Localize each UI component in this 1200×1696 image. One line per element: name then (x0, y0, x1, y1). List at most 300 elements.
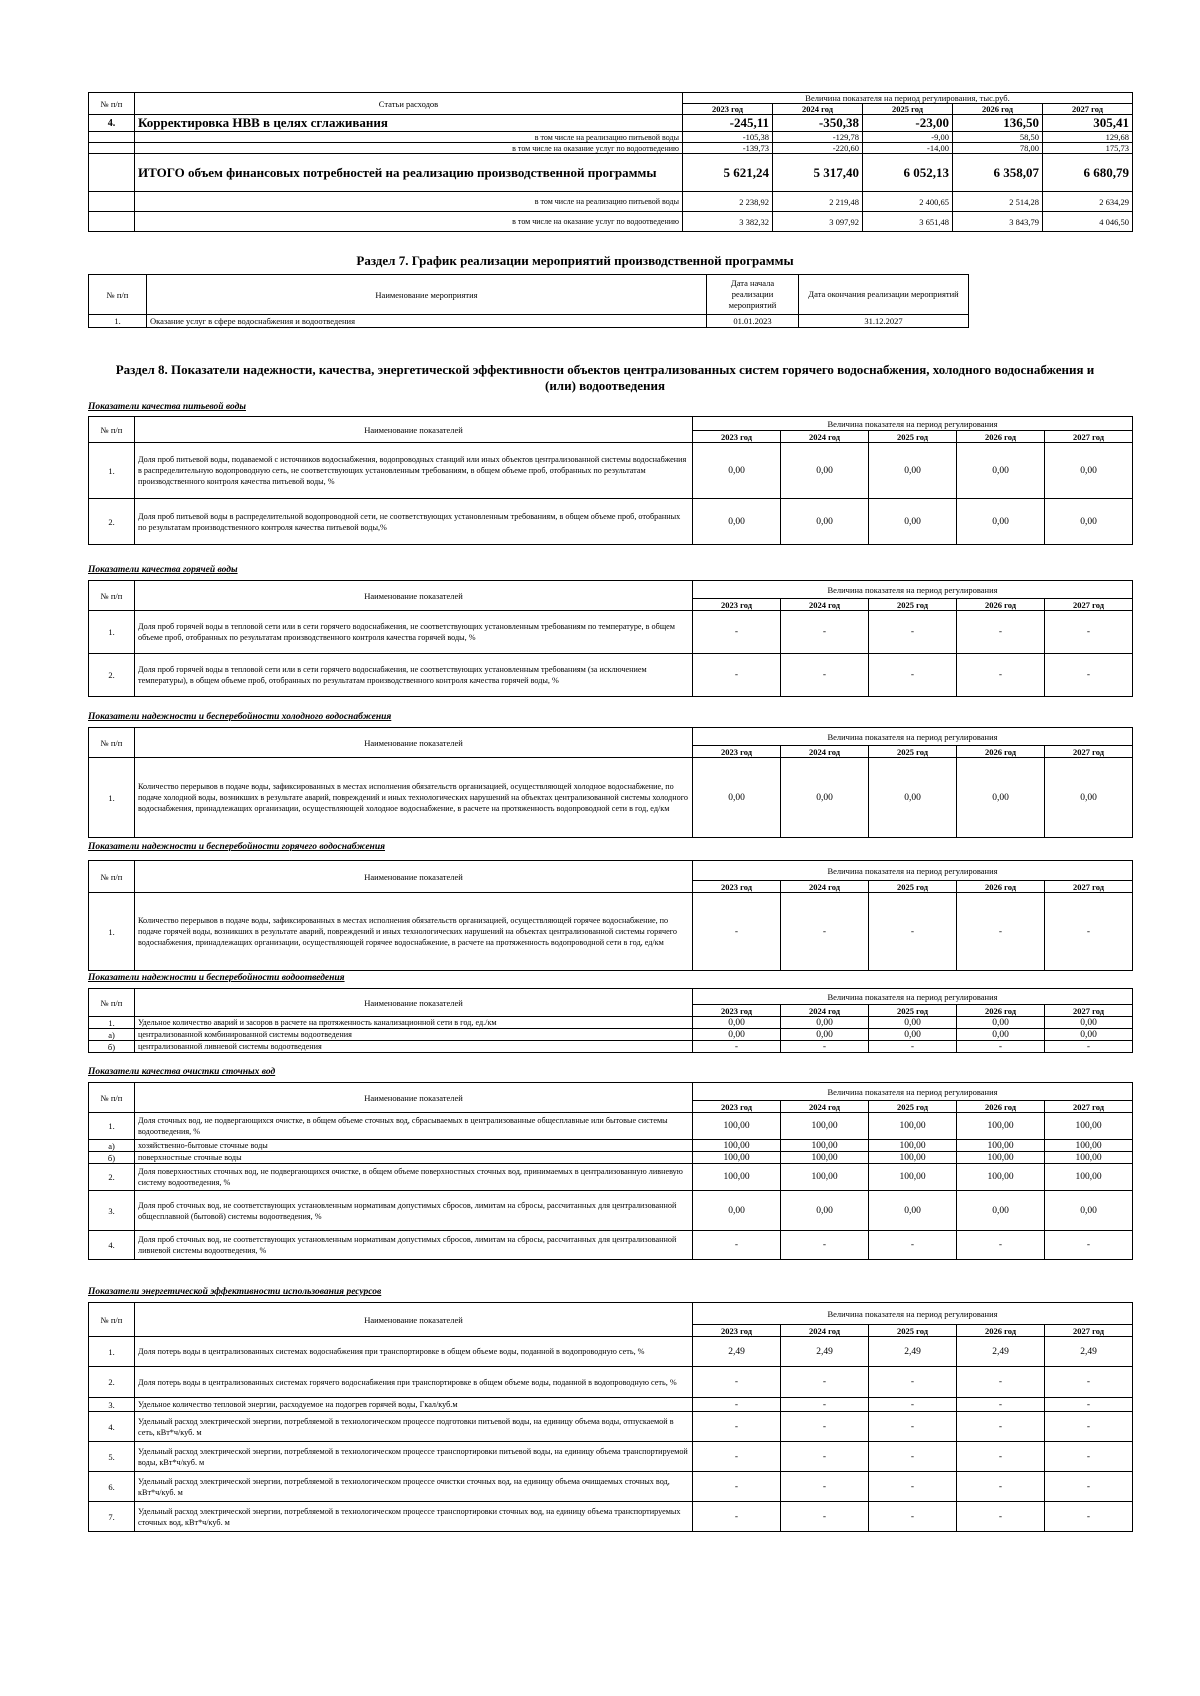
group-table-wrap (88, 416, 1133, 545)
col-num-header: № п/п (89, 1303, 135, 1337)
cell-value: 100,00 (693, 1164, 781, 1191)
year-header: 2026 год (957, 431, 1045, 443)
row-num: а) (89, 1140, 135, 1152)
table-row (89, 1502, 1133, 1532)
cell-value: 0,00 (869, 443, 957, 499)
row-num: 2. (89, 654, 135, 697)
year-header: 2027 год (1045, 1325, 1133, 1337)
year-header: 2023 год (693, 1325, 781, 1337)
year-header: 2027 год (1045, 431, 1133, 443)
group-title: Показатели качества питьевой воды (88, 402, 246, 412)
table-row (89, 1164, 1133, 1191)
cell-value: 0,00 (1045, 1191, 1133, 1231)
year-header: 2026 год (957, 599, 1045, 611)
col-end-header: Дата окончания реализации мероприятий (799, 275, 969, 315)
cell-value: - (957, 1367, 1045, 1398)
row-num: 4. (89, 1412, 135, 1442)
col-items-header: Статьи расходов (135, 93, 683, 115)
col-name-header: Наименование показателей (135, 417, 693, 443)
table-row (89, 1231, 1133, 1260)
cell-value: -105,38 (683, 132, 773, 143)
row-num (89, 143, 135, 154)
cell-value: - (1045, 654, 1133, 697)
cell-value: 3 097,92 (773, 212, 863, 232)
col-value-header: Величина показателя на период регулирования (693, 989, 1133, 1005)
cell-value: 0,00 (693, 499, 781, 545)
cell-value: - (693, 611, 781, 654)
table-row (89, 1367, 1133, 1398)
year-header: 2023 год (693, 431, 781, 443)
cell-value: - (693, 1412, 781, 1442)
row-label: в том числе на оказание услуг по водоотведению (135, 212, 683, 232)
row-name: Удельный расход электрической энергии, потребляемой в технологическом процессе транспортировки питьевой воды, на единицу объема транспортируемой воды, кВт*ч/куб. м (135, 1442, 693, 1472)
cell-value: - (957, 1231, 1045, 1260)
cell-value: - (1045, 1472, 1133, 1502)
col-num-header: № п/п (89, 93, 135, 115)
group-table-wrap (88, 727, 1133, 838)
year-header: 2027 год (1045, 1101, 1133, 1113)
cell-value: 0,00 (1045, 1017, 1133, 1029)
cell-value: - (781, 1398, 869, 1412)
cell-value: - (869, 1041, 957, 1053)
table-row (89, 315, 969, 328)
row-name: поверхностные сточные воды (135, 1152, 693, 1164)
cell-value: 2 238,92 (683, 192, 773, 212)
row-num: б) (89, 1041, 135, 1053)
year-header: 2027 год (1045, 881, 1133, 893)
row-num: 1. (89, 443, 135, 499)
row-end-date: 31.12.2027 (799, 315, 969, 328)
row-num: 1. (89, 315, 147, 328)
table-row (89, 1337, 1133, 1367)
year-header: 2026 год (957, 1325, 1045, 1337)
row-name: Оказание услуг в сфере водоснабжения и водоотведения (147, 315, 707, 328)
year-header: 2026 год (957, 1005, 1045, 1017)
col-value-header: Величина показателя на период регулирования (693, 581, 1133, 599)
row-name: Доля проб горячей воды в тепловой сети или в сети горячего водоснабжения, не соответствующих установленным требованиям (за исключением температуры), в общем объеме проб, отобранных по результатам производственного контроля качества горячей воды, % (135, 654, 693, 697)
col-value-header: Величина показателя на период регулирования (693, 1083, 1133, 1101)
year-header: 2027 год (1043, 104, 1133, 115)
group-title: Показатели надежности и бесперебойности холодного водоснабжения (88, 712, 392, 722)
year-header: 2025 год (869, 599, 957, 611)
year-header: 2023 год (693, 746, 781, 758)
cell-value: 0,00 (957, 758, 1045, 838)
cell-value: - (1045, 1502, 1133, 1532)
cell-value: 136,50 (953, 115, 1043, 132)
cell-value: 0,00 (1045, 443, 1133, 499)
row-name: Количество перерывов в подаче воды, зафиксированных в местах исполнения обязательств организацией, осуществляющей холодное водоснабжение, по подаче холодной воды, возникших в результате аварий, повреждений и иных технологических нарушений на объектах централизованной системы холодного водоснабжения, принадлежащих организации, осуществляющей холодное водоснабжение, в расчете на протяженность водопроводной сети в год, ед/км (135, 758, 693, 838)
row-num: 1. (89, 758, 135, 838)
col-name-header: Наименование мероприятия (147, 275, 707, 315)
cell-value: 100,00 (869, 1152, 957, 1164)
cell-value: - (781, 1367, 869, 1398)
row-num: 2. (89, 1367, 135, 1398)
cell-value: 0,00 (781, 1191, 869, 1231)
table-row (89, 654, 1133, 697)
cell-value: 100,00 (781, 1164, 869, 1191)
row-name: Доля проб горячей воды в тепловой сети или в сети горячего водоснабжения, не соответствующих установленным требованиям по температуре, в общем объеме проб, отобранных по результатам производственного контроля качества горячей воды, % (135, 611, 693, 654)
year-header: 2025 год (863, 104, 953, 115)
cell-value: - (1045, 893, 1133, 971)
cell-value: 100,00 (781, 1152, 869, 1164)
cell-value: - (869, 1367, 957, 1398)
cell-value: 0,00 (1045, 1029, 1133, 1041)
cell-value: 58,50 (953, 132, 1043, 143)
row-name: Доля проб питьевой воды в распределительной водопроводной сети, не соответствующих установленным требованиям, в общем объеме проб, отобранных по результатам производственного контроля качества питьевой воды,% (135, 499, 693, 545)
cell-value: 0,00 (869, 1191, 957, 1231)
year-header: 2024 год (781, 881, 869, 893)
cell-value: -350,38 (773, 115, 863, 132)
year-header: 2024 год (781, 599, 869, 611)
cell-value: - (869, 893, 957, 971)
row-num: 1. (89, 1017, 135, 1029)
cell-value: -14,00 (863, 143, 953, 154)
row-label: Корректировка НВВ в целях сглаживания (135, 115, 683, 132)
cell-value: - (1045, 1442, 1133, 1472)
cell-value: - (693, 654, 781, 697)
cell-value: 100,00 (869, 1140, 957, 1152)
row-name: Удельное количество аварий и засоров в расчете на протяженность канализационной сети в год, ед./км (135, 1017, 693, 1029)
indicator-table (88, 727, 1133, 838)
table-row (89, 499, 1133, 545)
cell-value: - (693, 1041, 781, 1053)
table-row (89, 1472, 1133, 1502)
cell-value: - (693, 1367, 781, 1398)
table-row (89, 132, 1133, 143)
cell-value: 100,00 (781, 1113, 869, 1140)
row-num (89, 192, 135, 212)
col-num-header: № п/п (89, 989, 135, 1017)
cell-value: - (869, 1502, 957, 1532)
cell-value: 100,00 (957, 1152, 1045, 1164)
col-num-header: № п/п (89, 728, 135, 758)
col-name-header: Наименование показателей (135, 1083, 693, 1113)
indicator-table (88, 416, 1133, 545)
cell-value: 100,00 (693, 1140, 781, 1152)
cell-value: 0,00 (957, 1029, 1045, 1041)
cell-value: 100,00 (1045, 1113, 1133, 1140)
cell-value: 2 219,48 (773, 192, 863, 212)
row-num: 4. (89, 115, 135, 132)
cell-value: 2,49 (869, 1337, 957, 1367)
row-num: 2. (89, 499, 135, 545)
cell-value: 78,00 (953, 143, 1043, 154)
indicator-table (88, 988, 1133, 1053)
section8-title: Раздел 8. Показатели надежности, качества, энергетической эффективности объектов централизованных систем горячего водоснабжения, холодного водоснабжения и (или) водоотведения (115, 362, 1095, 393)
table-row (89, 893, 1133, 971)
cell-value: - (957, 1041, 1045, 1053)
row-num: б) (89, 1152, 135, 1164)
cell-value: - (957, 1502, 1045, 1532)
table-row (89, 443, 1133, 499)
table-row (89, 1412, 1133, 1442)
table-row (89, 1191, 1133, 1231)
table-row (89, 212, 1133, 232)
cell-value: - (1045, 1231, 1133, 1260)
group-table-wrap (88, 1082, 1133, 1260)
cell-value: - (869, 1398, 957, 1412)
row-num: 3. (89, 1191, 135, 1231)
row-num: 3. (89, 1398, 135, 1412)
cell-value: - (781, 654, 869, 697)
cell-value: 100,00 (869, 1164, 957, 1191)
indicator-table (88, 860, 1133, 971)
cell-value: 3 843,79 (953, 212, 1043, 232)
row-name: Удельный расход электрической энергии, потребляемой в технологическом процессе транспортировки сточных вод, на единицу объема транспортируемых сточных вод, кВт*ч/куб. м (135, 1502, 693, 1532)
group-title: Показатели качества очистки сточных вод (88, 1067, 276, 1077)
row-name: Удельный расход электрической энергии, потребляемой в технологическом процессе подготовки питьевой воды, на единицу объема воды, отпускаемой в сеть, кВт*ч/куб. м (135, 1412, 693, 1442)
year-header: 2024 год (773, 104, 863, 115)
cell-value: - (781, 1231, 869, 1260)
table-row (89, 192, 1133, 212)
col-num-header: № п/п (89, 1083, 135, 1113)
cell-value: -9,00 (863, 132, 953, 143)
year-header: 2024 год (781, 1005, 869, 1017)
year-header: 2023 год (693, 1101, 781, 1113)
year-header: 2023 год (683, 104, 773, 115)
cell-value: - (693, 1231, 781, 1260)
cell-value: 6 358,07 (953, 154, 1043, 192)
cell-value: 0,00 (957, 1191, 1045, 1231)
cell-value: 0,00 (693, 1191, 781, 1231)
year-header: 2026 год (957, 746, 1045, 758)
col-value-header: Величина показателя на период регулирования (693, 1303, 1133, 1325)
cell-value: 0,00 (781, 1029, 869, 1041)
row-num: 4. (89, 1231, 135, 1260)
row-num (89, 212, 135, 232)
row-name: Количество перерывов в подаче воды, зафиксированных в местах исполнения обязательств организацией, осуществляющей горячее водоснабжение, по подаче горячей воды, возникших в результате аварий, повреждений и иных технологических нарушений на объектах централизованной системы горячего водоснабжения, принадлежащих организации, осуществляющей горячее водоснабжение, в расчете на протяженность водопроводной сети в год, ед/км (135, 893, 693, 971)
row-num: 1. (89, 1337, 135, 1367)
cell-value: - (869, 1472, 957, 1502)
year-header: 2026 год (957, 1101, 1045, 1113)
cell-value: -23,00 (863, 115, 953, 132)
year-header: 2023 год (693, 1005, 781, 1017)
cell-value: - (1045, 1412, 1133, 1442)
year-header: 2024 год (781, 431, 869, 443)
row-num: 7. (89, 1502, 135, 1532)
cell-value: 0,00 (781, 758, 869, 838)
table-row (89, 1017, 1133, 1029)
row-name: хозяйственно-бытовые сточные воды (135, 1140, 693, 1152)
section7-title: Раздел 7. График реализации мероприятий производственной программы (356, 253, 794, 268)
year-header: 2025 год (869, 881, 957, 893)
table-row (89, 154, 1133, 192)
year-header: 2027 год (1045, 1005, 1133, 1017)
cell-value: - (781, 1502, 869, 1532)
year-header: 2023 год (693, 599, 781, 611)
row-name: Доля проб сточных вод, не соответствующих установленным нормативам допустимых сбросов, лимитам на сбросы, рассчитанных для централизованной ливневой системы водоотведения, % (135, 1231, 693, 1260)
cell-value: - (957, 611, 1045, 654)
year-header: 2027 год (1045, 599, 1133, 611)
row-num: а) (89, 1029, 135, 1041)
cell-value: 2 634,29 (1043, 192, 1133, 212)
cell-value: 0,00 (869, 1029, 957, 1041)
year-header: 2025 год (869, 1325, 957, 1337)
row-name: централизованной ливневой системы водоотведения (135, 1041, 693, 1053)
cell-value: 0,00 (781, 443, 869, 499)
section7-table-wrap (88, 274, 969, 328)
row-num: 6. (89, 1472, 135, 1502)
row-name: Доля потерь воды в централизованных системах горячего водоснабжения при транспортировке в общем объеме воды, поданной в водопроводную сеть, % (135, 1367, 693, 1398)
group-title: Показатели надежности и бесперебойности горячего водоснабжения (88, 842, 386, 852)
col-name-header: Наименование показателей (135, 728, 693, 758)
table-row (89, 1113, 1133, 1140)
cell-value: - (693, 1472, 781, 1502)
cell-value: 2 514,28 (953, 192, 1043, 212)
group-table-wrap (88, 860, 1133, 971)
cell-value: 3 651,48 (863, 212, 953, 232)
cell-value: -129,78 (773, 132, 863, 143)
group-title: Показатели энергетической эффективности использования ресурсов (88, 1287, 382, 1297)
cell-value: 0,00 (693, 758, 781, 838)
cell-value: - (1045, 1398, 1133, 1412)
cell-value: -139,73 (683, 143, 773, 154)
expenses-table (88, 92, 1133, 232)
section7-table (88, 274, 969, 328)
row-num: 2. (89, 1164, 135, 1191)
cell-value: - (693, 1502, 781, 1532)
row-num (89, 132, 135, 143)
cell-value: - (869, 1231, 957, 1260)
row-name: Доля поверхностных сточных вод, не подвергающихся очистке, в общем объеме поверхностных сточных вод, принимаемых в централизованную ливневую систему водоотведения, % (135, 1164, 693, 1191)
cell-value: 175,73 (1043, 143, 1133, 154)
cell-value: 2,49 (781, 1337, 869, 1367)
cell-value: 100,00 (693, 1152, 781, 1164)
cell-value: 6 052,13 (863, 154, 953, 192)
table-row (89, 611, 1133, 654)
row-num: 1. (89, 893, 135, 971)
year-header: 2024 год (781, 1101, 869, 1113)
row-label: в том числе на реализацию питьевой воды (135, 192, 683, 212)
cell-value: 0,00 (957, 1017, 1045, 1029)
row-num: 1. (89, 1113, 135, 1140)
row-name: Доля потерь воды в централизованных системах водоснабжения при транспортировке в общем объеме воды, поданной в водопроводную сеть, % (135, 1337, 693, 1367)
col-num-header: № п/п (89, 581, 135, 611)
cell-value: 4 046,50 (1043, 212, 1133, 232)
cell-value: 0,00 (1045, 499, 1133, 545)
col-value-header: Величина показателя на период регулирования, тыс.руб. (683, 93, 1133, 104)
row-label: ИТОГО объем финансовых потребностей на реализацию производственной программы (135, 154, 683, 192)
cell-value: 100,00 (869, 1113, 957, 1140)
table-row (89, 1442, 1133, 1472)
group-title: Показатели качества горячей воды (88, 565, 238, 575)
year-header: 2023 год (693, 881, 781, 893)
cell-value: - (781, 1041, 869, 1053)
col-name-header: Наименование показателей (135, 861, 693, 893)
year-header: 2025 год (869, 746, 957, 758)
cell-value: 0,00 (693, 443, 781, 499)
cell-value: - (781, 1412, 869, 1442)
cell-value: - (957, 1412, 1045, 1442)
group-table-wrap (88, 1302, 1133, 1532)
table-row (89, 1398, 1133, 1412)
cell-value: 0,00 (781, 499, 869, 545)
cell-value: - (957, 1472, 1045, 1502)
table-row (89, 1041, 1133, 1053)
row-name: Доля сточных вод, не подвергающихся очистке, в общем объеме сточных вод, сбрасываемых в централизованные общесплавные или бытовые системы водоотведения, % (135, 1113, 693, 1140)
cell-value: 100,00 (1045, 1152, 1133, 1164)
cell-value: 100,00 (957, 1164, 1045, 1191)
col-value-header: Величина показателя на период регулирования (693, 728, 1133, 746)
row-label: в том числе на оказание услуг по водоотведению (135, 143, 683, 154)
table-row (89, 115, 1133, 132)
cell-value: - (781, 611, 869, 654)
table-row (89, 1029, 1133, 1041)
year-header: 2027 год (1045, 746, 1133, 758)
cell-value: - (1045, 1367, 1133, 1398)
cell-value: -245,11 (683, 115, 773, 132)
col-value-header: Величина показателя на период регулирования (693, 861, 1133, 881)
cell-value: 6 680,79 (1043, 154, 1133, 192)
cell-value: 100,00 (1045, 1164, 1133, 1191)
row-name: Удельный расход электрической энергии, потребляемой в технологическом процессе очистки сточных вод, на единицу объема очищаемых сточных вод, кВт*ч/куб. м (135, 1472, 693, 1502)
cell-value: - (957, 1398, 1045, 1412)
cell-value: 0,00 (869, 1017, 957, 1029)
table-row (89, 1140, 1133, 1152)
table-row (89, 1152, 1133, 1164)
col-num-header: № п/п (89, 861, 135, 893)
cell-value: - (693, 893, 781, 971)
row-num (89, 154, 135, 192)
cell-value: 0,00 (869, 499, 957, 545)
table-row (89, 143, 1133, 154)
expenses-table-wrap (88, 92, 1133, 232)
year-header: 2025 год (869, 1005, 957, 1017)
row-name: Удельное количество тепловой энергии, расходуемое на подогрев горячей воды, Гкал/куб.м (135, 1398, 693, 1412)
cell-value: 0,00 (1045, 758, 1133, 838)
year-header: 2025 год (869, 431, 957, 443)
cell-value: 0,00 (869, 758, 957, 838)
cell-value: 2 400,65 (863, 192, 953, 212)
col-name-header: Наименование показателей (135, 581, 693, 611)
row-num: 5. (89, 1442, 135, 1472)
cell-value: 0,00 (781, 1017, 869, 1029)
year-header: 2026 год (957, 881, 1045, 893)
indicator-table (88, 1302, 1133, 1532)
col-value-header: Величина показателя на период регулирования (693, 417, 1133, 431)
cell-value: 0,00 (957, 443, 1045, 499)
col-num-header: № п/п (89, 417, 135, 443)
cell-value: 100,00 (693, 1113, 781, 1140)
cell-value: - (693, 1442, 781, 1472)
cell-value: - (781, 1442, 869, 1472)
cell-value: 5 317,40 (773, 154, 863, 192)
col-start-header: Дата начала реализации мероприятий (707, 275, 799, 315)
cell-value: - (869, 1442, 957, 1472)
indicator-table (88, 580, 1133, 697)
cell-value: 100,00 (957, 1113, 1045, 1140)
row-name: Доля проб сточных вод, не соответствующих установленным нормативам допустимых сбросов, лимитам на сбросы, рассчитанных для централизованной общесплавной (бытовой) системы водоотведения, % (135, 1191, 693, 1231)
table-row (89, 758, 1133, 838)
group-table-wrap (88, 580, 1133, 697)
cell-value: - (1045, 611, 1133, 654)
group-table-wrap (88, 988, 1133, 1053)
cell-value: - (869, 611, 957, 654)
cell-value: - (693, 1398, 781, 1412)
cell-value: 100,00 (781, 1140, 869, 1152)
cell-value: 100,00 (957, 1140, 1045, 1152)
cell-value: 305,41 (1043, 115, 1133, 132)
cell-value: 129,68 (1043, 132, 1133, 143)
year-header: 2024 год (781, 1325, 869, 1337)
row-num: 1. (89, 611, 135, 654)
row-name: централизованной комбинированной системы водоотведения (135, 1029, 693, 1041)
cell-value: -220,60 (773, 143, 863, 154)
cell-value: - (957, 893, 1045, 971)
cell-value: - (869, 1412, 957, 1442)
cell-value: 0,00 (693, 1017, 781, 1029)
cell-value: 2,49 (957, 1337, 1045, 1367)
